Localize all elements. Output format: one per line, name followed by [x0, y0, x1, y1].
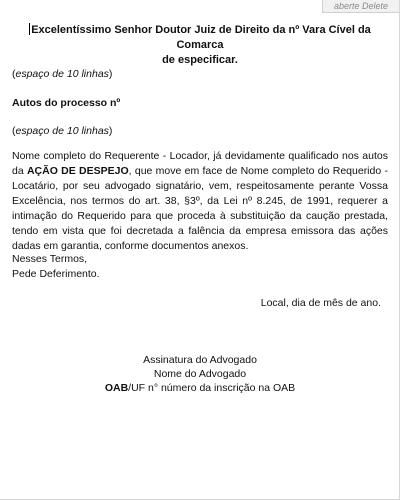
corner-tab: aberte Delete	[322, 0, 399, 13]
action-type: AÇÃO DE DESPEJO	[26, 165, 129, 177]
signature-block	[0, 353, 400, 395]
closing-block	[12, 252, 100, 282]
closing-line-2: Pede Deferimento.	[12, 268, 100, 280]
spacer-note-text: espaço de 10 linhas	[15, 125, 109, 137]
spacer-note-1	[12, 67, 112, 81]
title-line-1: Excelentíssimo Senhor Doutor Juiz de Direito da nº Vara Cível da Comarca	[31, 24, 371, 51]
oab-label: OAB	[104, 382, 129, 394]
spacer-note-text: espaço de 10 linhas	[15, 68, 109, 80]
case-heading: Autos do processo nº	[12, 97, 121, 109]
spacer-note-paren-open: (	[12, 125, 16, 137]
document-title	[14, 23, 386, 68]
oab-registration: /UF n° número da inscrição na OAB	[128, 382, 296, 394]
body-text-part-1: Nome completo do Requerente - Locador, já devidamente qualificado nos autos da	[12, 150, 388, 177]
spacer-note-paren-close: )	[108, 68, 113, 80]
petition-body	[12, 149, 388, 254]
spacer-note-paren-open: (	[12, 68, 16, 80]
place-date: Local, dia de mês de ano.	[260, 297, 381, 309]
signature-line-2: Nome do Advogado	[153, 368, 247, 380]
closing-line-1: Nesses Termos,	[12, 253, 88, 265]
spacer-note-paren-close: )	[108, 125, 113, 137]
spacer-note-2	[12, 124, 112, 138]
signature-line-1: Assinatura do Advogado	[143, 354, 257, 366]
body-text-part-2: , que move em face de Nome completo do Requerido - Locatário, por seu advogado signatário, vem, respeitosamente perante Vossa Excelência, nos termos do art. 38, §3º, da Lei nº 8.245, de 1991, requerer a intimação do Requerido para que proceda à substituição da caução prestada, tendo em vista que foi decretada a falência da empresa emissora das ações dadas em garantia, conforme documentos anexos.	[12, 165, 388, 252]
title-line-2: de especificar.	[162, 54, 238, 66]
